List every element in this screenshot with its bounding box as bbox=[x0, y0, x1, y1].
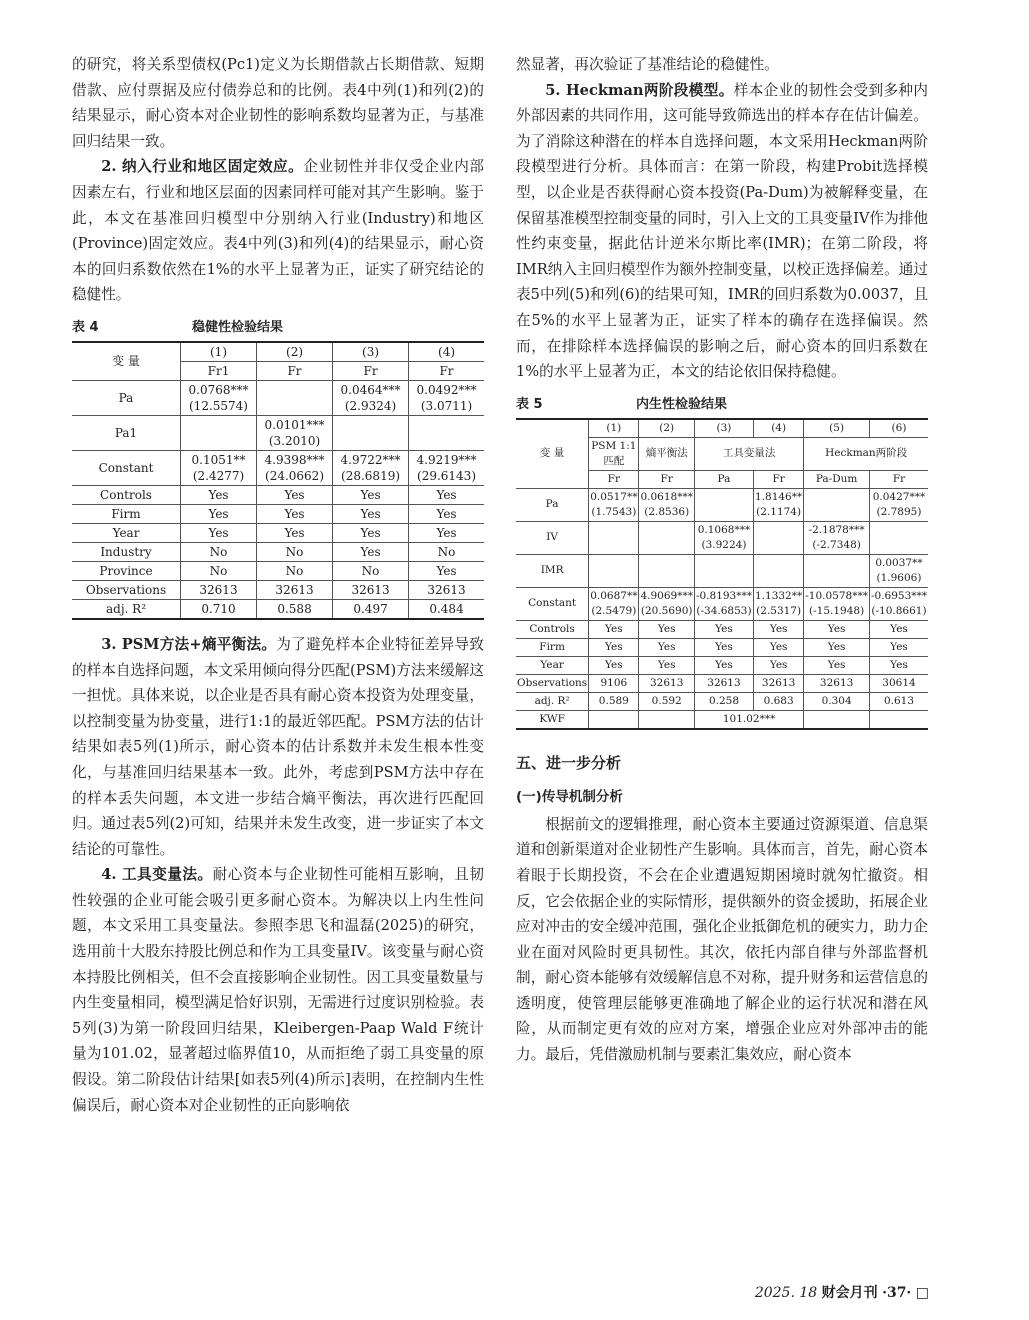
row-label: Pa bbox=[516, 488, 589, 521]
paragraph bbox=[72, 862, 484, 1118]
paragraph-heading: 4. 工具变量法。 bbox=[101, 866, 213, 884]
table-cell: Yes bbox=[754, 620, 804, 638]
table-cell: 32613 bbox=[694, 674, 753, 692]
row-label: adj. R² bbox=[72, 599, 181, 619]
table-cell bbox=[804, 587, 870, 620]
column-number: (2) bbox=[639, 419, 695, 438]
table-cell bbox=[589, 554, 639, 587]
table-caption bbox=[72, 316, 484, 335]
table-cell: 0.304 bbox=[804, 692, 870, 710]
dependent-variable: Fr bbox=[257, 361, 333, 380]
dependent-variable: Fr bbox=[333, 361, 409, 380]
column-number: (5) bbox=[804, 419, 870, 438]
table-cell: Yes bbox=[869, 638, 928, 656]
table-cell bbox=[589, 710, 639, 729]
table-cell: 0.588 bbox=[257, 599, 333, 619]
table-cell: 30614 bbox=[869, 674, 928, 692]
table-row bbox=[72, 523, 484, 542]
coefficient: 0.1068*** bbox=[697, 523, 751, 536]
table-cell bbox=[257, 450, 333, 485]
coefficient: 4.9069*** bbox=[640, 589, 693, 602]
column-number: (4) bbox=[754, 419, 804, 438]
table-row bbox=[72, 415, 484, 450]
table-cell bbox=[257, 380, 333, 415]
column-number: (2) bbox=[257, 342, 333, 362]
table-cell bbox=[589, 587, 639, 620]
table-row bbox=[516, 674, 928, 692]
t-statistic: (2.5479) bbox=[591, 604, 637, 617]
row-label: Controls bbox=[72, 485, 181, 504]
row-label: Firm bbox=[72, 504, 181, 523]
coefficient: 4.9219*** bbox=[416, 452, 477, 467]
table-cell: 32613 bbox=[804, 674, 870, 692]
table-cell: 0.683 bbox=[754, 692, 804, 710]
robustness-table bbox=[72, 341, 484, 620]
table-cell: Yes bbox=[869, 620, 928, 638]
coefficient: 1.8146** bbox=[755, 490, 803, 503]
table-cell: Yes bbox=[181, 504, 257, 523]
table-cell bbox=[257, 415, 333, 450]
table-row bbox=[72, 542, 484, 561]
table-cell: 32613 bbox=[409, 580, 484, 599]
table-cell bbox=[754, 554, 804, 587]
table-cell: No bbox=[333, 561, 409, 580]
table-cell: Yes bbox=[409, 504, 484, 523]
paragraph-body: 样本企业的韧性会受到多种内外部因素的共同作用，这可能导致筛选出的样本存在估计偏差。为了消除这种潜在的样本自选择问题，本文采用Heckman两阶段模型进行分析。具体而言：在第一阶段，构建Probit选择模型，以企业是否获得耐心资本投资(Pa-Dum)为被解释变量，在保留基准模型控制变量的同时，引入上文的工具变量IV作为排他性约束变量，据此估计逆米尔斯比率(IMR)；在第二阶段，将IMR纳入主回归模型作为额外控制变量，以校正选择偏差。通过表5中列(5)和列(6)的结果可知，IMR的回归系数为0.0037，且在5%的水平上显著为正，证实了样本的确存在选择偏误。然而，在排除样本选择偏误的影响之后，耐心资本的回归系数在1%的水平上显著为正，本文的结论依旧保持稳健。 bbox=[516, 81, 928, 381]
table-cell: No bbox=[257, 542, 333, 561]
coefficient: 1.1332** bbox=[755, 589, 803, 602]
table-cell: 0.497 bbox=[333, 599, 409, 619]
table-cell: Yes bbox=[639, 656, 695, 674]
t-statistic: (-2.7348) bbox=[812, 538, 861, 551]
table-cell: No bbox=[181, 542, 257, 561]
table-cell: Yes bbox=[804, 620, 870, 638]
row-label: Province bbox=[72, 561, 181, 580]
row-label: IMR bbox=[516, 554, 589, 587]
t-statistic: (1.9606) bbox=[876, 571, 922, 584]
coefficient: -0.8193*** bbox=[695, 589, 752, 602]
table-cell bbox=[804, 521, 870, 554]
t-statistic: (29.6143) bbox=[417, 468, 477, 483]
table-cell: Yes bbox=[333, 523, 409, 542]
table-cell bbox=[694, 488, 753, 521]
coefficient: 4.9722*** bbox=[340, 452, 401, 467]
table-cell: Yes bbox=[804, 638, 870, 656]
row-label: Industry bbox=[72, 542, 181, 561]
table-cell bbox=[754, 488, 804, 521]
column-number: (3) bbox=[694, 419, 753, 438]
table-cell: 0.710 bbox=[181, 599, 257, 619]
t-statistic: (3.2010) bbox=[268, 433, 321, 448]
table-cell: Yes bbox=[754, 638, 804, 656]
table-cell: Yes bbox=[333, 504, 409, 523]
table-cell bbox=[694, 521, 753, 554]
table-cell: 0.613 bbox=[869, 692, 928, 710]
paragraph: 根据前文的逻辑推理，耐心资本主要通过资源渠道、信息渠道和创新渠道对企业韧性产生影响。具体而言，首先，耐心资本着眼于长期投资，不会在企业遭遇短期困境时就匆忙撤资。相反，它会依据企业的实际情形，提供额外的资金援助，拓展企业应对冲击的安全缓冲范围，强化企业抵御危机的硬实力，助力企业在面对风险时更具韧性。其次，依托内部自律与外部监督机制，耐心资本能够有效缓解信息不对称，提升财务和运营信息的透明度，使管理层能够更准确地了解企业的运行状况和潜在风险，从而制定更有效的应对方案，增强企业应对外部冲击的能力。最后，凭借激励机制与要素汇集效应，耐心资本 bbox=[516, 815, 928, 1064]
table-cell bbox=[869, 554, 928, 587]
table-cell: 0.484 bbox=[409, 599, 484, 619]
table-row bbox=[516, 692, 928, 710]
method-group: 熵平衡法 bbox=[639, 437, 695, 470]
table-title: 稳健性检验结果 bbox=[192, 319, 284, 335]
table-cell: Yes bbox=[869, 656, 928, 674]
page-number: ·37· bbox=[882, 1285, 912, 1301]
table-row bbox=[72, 485, 484, 504]
coefficient: 0.0464*** bbox=[340, 382, 401, 397]
table-cell: Yes bbox=[257, 523, 333, 542]
t-statistic: (2.1174) bbox=[756, 505, 802, 518]
left-column bbox=[72, 52, 484, 1118]
table-row bbox=[72, 380, 484, 415]
page-footer bbox=[755, 1282, 929, 1302]
table-cell bbox=[639, 554, 695, 587]
t-statistic: (3.9224) bbox=[701, 538, 747, 551]
t-statistic: (2.7895) bbox=[876, 505, 922, 518]
table-cell bbox=[333, 380, 409, 415]
table-cell bbox=[639, 488, 695, 521]
row-label: KWF bbox=[516, 710, 589, 729]
table-cell bbox=[869, 587, 928, 620]
method-group: 工具变量法 bbox=[694, 437, 803, 470]
variable-header: 变 量 bbox=[516, 419, 589, 489]
table-row bbox=[516, 521, 928, 554]
dependent-variable: Fr bbox=[409, 361, 484, 380]
table-cell bbox=[409, 450, 484, 485]
table-row bbox=[516, 587, 928, 620]
row-label: Year bbox=[72, 523, 181, 542]
table-row bbox=[72, 580, 484, 599]
table-row bbox=[516, 620, 928, 638]
table-row bbox=[72, 561, 484, 580]
paragraph-heading: 3. PSM方法+熵平衡法。 bbox=[101, 635, 277, 653]
column-number: (4) bbox=[409, 342, 484, 362]
dependent-variable: Fr bbox=[589, 470, 639, 488]
t-statistic: (24.0662) bbox=[265, 468, 325, 483]
t-statistic: (2.4277) bbox=[192, 468, 245, 483]
table-cell: No bbox=[257, 561, 333, 580]
table-row bbox=[72, 599, 484, 619]
table-caption bbox=[516, 393, 928, 412]
row-label: Pa1 bbox=[72, 415, 181, 450]
column-number: (6) bbox=[869, 419, 928, 438]
paragraph-heading: 2. 纳入行业和地区固定效应。 bbox=[101, 158, 304, 176]
table-cell: Yes bbox=[181, 485, 257, 504]
dependent-variable: Pa-Dum bbox=[804, 470, 870, 488]
t-statistic: (2.5317) bbox=[756, 604, 802, 617]
t-statistic: (28.6819) bbox=[341, 468, 401, 483]
table-cell bbox=[694, 554, 753, 587]
table-cell: 32613 bbox=[257, 580, 333, 599]
dependent-variable: Fr bbox=[639, 470, 695, 488]
dependent-variable: Fr bbox=[869, 470, 928, 488]
right-column bbox=[516, 52, 928, 1068]
table-cell: 32613 bbox=[181, 580, 257, 599]
coefficient: 0.0768*** bbox=[188, 382, 249, 397]
row-label: adj. R² bbox=[516, 692, 589, 710]
table-cell bbox=[694, 587, 753, 620]
method-group: PSM 1:1 匹配 bbox=[589, 437, 639, 470]
table-cell: Yes bbox=[333, 542, 409, 561]
table-cell bbox=[804, 554, 870, 587]
paragraph: 然显著，再次验证了基准结论的稳健性。 bbox=[516, 56, 779, 73]
coefficient: 0.0517** bbox=[590, 490, 638, 503]
coefficient: 0.0492*** bbox=[416, 382, 477, 397]
table-cell: Yes bbox=[257, 485, 333, 504]
table-cell: Yes bbox=[804, 656, 870, 674]
paragraph: 的研究，将关系型债权(Pc1)定义为长期借款占长期借款、短期借款、应付票据及应付债券总和的比例。表4中列(1)和列(2)的结果显示，耐心资本对企业韧性的影响系数均显著为正，与基准回归结果一致。 bbox=[72, 56, 484, 150]
coefficient: 0.0037** bbox=[875, 556, 923, 569]
paragraph-heading: 5. Heckman两阶段模型。 bbox=[545, 81, 734, 99]
table-row bbox=[516, 656, 928, 674]
table-cell bbox=[869, 710, 928, 729]
paragraph-body: 耐心资本与企业韧性可能相互影响，且韧性较强的企业可能会吸引更多耐心资本。为解决以上内生性问题，本文采用工具变量法。参照李思飞和温磊(2025)的研究，选用前十大股东持股比例总和作为工具变量IV。该变量与耐心资本持股比例相关，但不会直接影响企业韧性。因工具变量数量与内生变量相同，模型满足恰好识别，无需进行过度识别检验。表5列(3)为第一阶段回归结果，Kleibergen-Paap Wald F统计量为101.02，显著超过临界值10，从而拒绝了弱工具变量的原假设。第二阶段估计结果[如表5列(4)所示]表明，在控制内生性偏误后，耐心资本对企业韧性的正向影响依 bbox=[72, 866, 484, 1114]
section-title: 五、进一步分析 bbox=[516, 753, 622, 772]
column-number: (1) bbox=[181, 342, 257, 362]
table-cell: Yes bbox=[639, 620, 695, 638]
t-statistic: (-10.8661) bbox=[871, 604, 927, 617]
table-cell bbox=[589, 488, 639, 521]
table-cell: Yes bbox=[409, 523, 484, 542]
box-glyph: □ bbox=[915, 1285, 929, 1301]
table-cell bbox=[639, 521, 695, 554]
coefficient: -2.1878*** bbox=[808, 523, 865, 536]
dependent-variable: Fr bbox=[754, 470, 804, 488]
coefficient: 0.0618*** bbox=[640, 490, 693, 503]
coefficient: 0.0427*** bbox=[872, 490, 926, 503]
coefficient: 4.9398*** bbox=[264, 452, 325, 467]
table-cell: 101.02*** bbox=[694, 710, 803, 729]
table-title: 内生性检验结果 bbox=[636, 396, 728, 412]
t-statistic: (-15.1948) bbox=[809, 604, 865, 617]
dependent-variable: Pa bbox=[694, 470, 753, 488]
table-cell bbox=[181, 415, 257, 450]
t-statistic: (2.9324) bbox=[344, 398, 397, 413]
subsection-title: (一)传导机制分析 bbox=[516, 788, 623, 805]
table-cell: 0.592 bbox=[639, 692, 695, 710]
table-cell bbox=[409, 415, 484, 450]
paragraph-body: 企业韧性并非仅受企业内部因素左右，行业和地区层面的因素同样可能对其产生影响。鉴于此，本文在基准回归模型中分别纳入行业(Industry)和地区(Province)固定效应。表4中列(3)和列(4)的结果显示，耐心资本的回归系数依然在1%的水平上显著为正，证实了研究结论的稳健性。 bbox=[72, 158, 484, 304]
table-cell: 32613 bbox=[639, 674, 695, 692]
table-cell: Yes bbox=[589, 638, 639, 656]
variable-header: 变 量 bbox=[72, 342, 181, 381]
t-statistic: (3.0711) bbox=[420, 398, 473, 413]
table-number: 表 5 bbox=[516, 396, 543, 412]
coefficient: -10.0578*** bbox=[805, 589, 868, 602]
table-row bbox=[516, 554, 928, 587]
coefficient: 0.0101*** bbox=[264, 417, 325, 432]
table-cell bbox=[639, 710, 695, 729]
table-cell: 9106 bbox=[589, 674, 639, 692]
table-cell bbox=[181, 450, 257, 485]
table-row bbox=[516, 638, 928, 656]
table-cell: Yes bbox=[409, 485, 484, 504]
coefficient: 0.0687** bbox=[590, 589, 638, 602]
row-label: Observations bbox=[72, 580, 181, 599]
table-cell bbox=[869, 488, 928, 521]
table-cell bbox=[333, 450, 409, 485]
row-label: IV bbox=[516, 521, 589, 554]
issue-number: 2025. 18 bbox=[754, 1285, 818, 1301]
table-cell: Yes bbox=[694, 638, 753, 656]
table-cell bbox=[333, 415, 409, 450]
table-cell: Yes bbox=[589, 620, 639, 638]
table-cell: Yes bbox=[754, 656, 804, 674]
t-statistic: (20.5690) bbox=[640, 604, 693, 617]
table-cell: No bbox=[181, 561, 257, 580]
table-cell: Yes bbox=[694, 620, 753, 638]
table-row bbox=[516, 488, 928, 521]
column-number: (3) bbox=[333, 342, 409, 362]
table-cell bbox=[409, 380, 484, 415]
table-cell bbox=[754, 587, 804, 620]
row-label: Firm bbox=[516, 638, 589, 656]
table-cell bbox=[589, 521, 639, 554]
table-cell bbox=[754, 521, 804, 554]
table-cell: No bbox=[409, 542, 484, 561]
table-cell: Yes bbox=[181, 523, 257, 542]
journal-name: 财会月刊 bbox=[821, 1285, 878, 1301]
table-cell: 32613 bbox=[754, 674, 804, 692]
t-statistic: (-34.6853) bbox=[696, 604, 752, 617]
coefficient: -0.6953*** bbox=[870, 589, 928, 602]
table-cell: 32613 bbox=[333, 580, 409, 599]
row-label: Year bbox=[516, 656, 589, 674]
paragraph bbox=[516, 78, 928, 385]
table-row bbox=[72, 504, 484, 523]
table-cell: Yes bbox=[257, 504, 333, 523]
table-number: 表 4 bbox=[72, 319, 99, 335]
column-number: (1) bbox=[589, 419, 639, 438]
table-row bbox=[72, 450, 484, 485]
row-label: Observations bbox=[516, 674, 589, 692]
row-label: Pa bbox=[72, 380, 181, 415]
endogeneity-table bbox=[516, 418, 928, 730]
table-row bbox=[516, 710, 928, 729]
table-cell bbox=[869, 521, 928, 554]
table-cell: 0.589 bbox=[589, 692, 639, 710]
row-label: Controls bbox=[516, 620, 589, 638]
coefficient: 0.1051** bbox=[191, 452, 246, 467]
table-cell: Yes bbox=[589, 656, 639, 674]
row-label: Constant bbox=[516, 587, 589, 620]
t-statistic: (12.5574) bbox=[189, 398, 248, 413]
method-group: Heckman两阶段 bbox=[804, 437, 928, 470]
table-cell bbox=[639, 587, 695, 620]
paragraph bbox=[72, 154, 484, 308]
table-cell bbox=[181, 380, 257, 415]
t-statistic: (1.7543) bbox=[591, 505, 637, 518]
table-cell: 0.258 bbox=[694, 692, 753, 710]
t-statistic: (2.8536) bbox=[644, 505, 690, 518]
dependent-variable: Fr1 bbox=[181, 361, 257, 380]
table-cell: Yes bbox=[409, 561, 484, 580]
table-cell bbox=[804, 488, 870, 521]
table-cell: Yes bbox=[639, 638, 695, 656]
row-label: Constant bbox=[72, 450, 181, 485]
table-cell: Yes bbox=[694, 656, 753, 674]
table-cell: Yes bbox=[333, 485, 409, 504]
table-cell bbox=[804, 710, 870, 729]
paragraph bbox=[72, 632, 484, 862]
paragraph-body: 为了避免样本企业特征差异导致的样本自选择问题，本文采用倾向得分匹配(PSM)方法来缓解这一担忧。具体来说，以企业是否具有耐心资本投资为处理变量，以控制变量为协变量，进行1:1的最近邻匹配。PSM方法的估计结果如表5列(1)所示，耐心资本的估计系数并未发生根本性变化，与基准回归结果基本一致。此外，考虑到PSM方法中存在的样本丢失问题，本文进一步结合熵平衡法，再次进行匹配回归。通过表5列(2)可知，结果并未发生改变，进一步证实了本文结论的可靠性。 bbox=[72, 635, 484, 858]
